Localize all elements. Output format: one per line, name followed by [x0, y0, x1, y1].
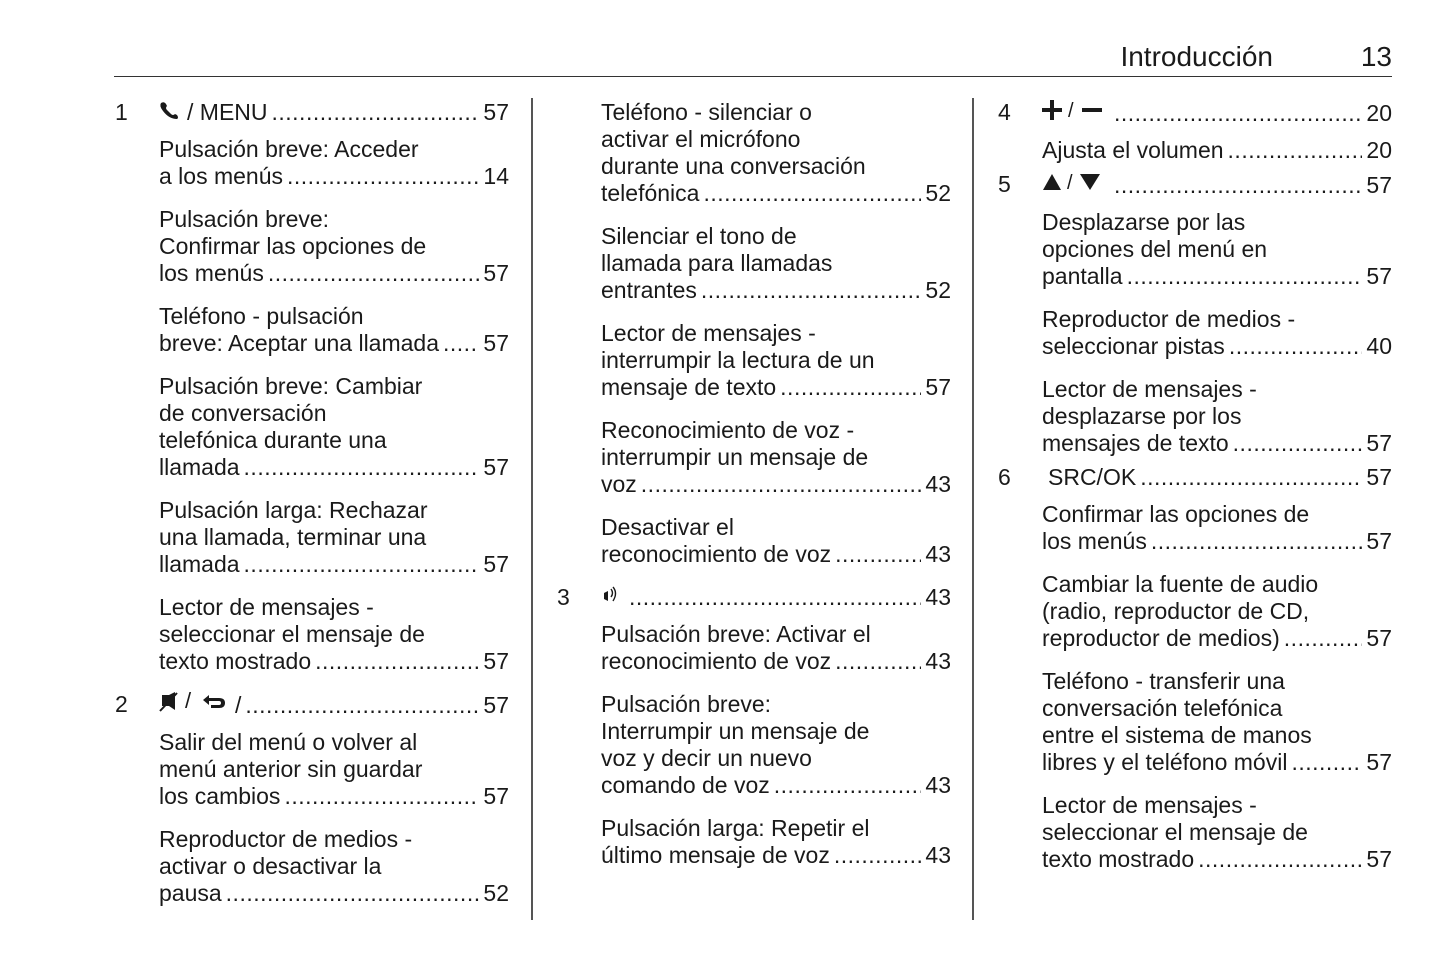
mute-back-icon	[159, 691, 229, 719]
column-divider	[531, 98, 533, 920]
toc-entry[interactable]	[159, 826, 509, 907]
entry-text: Cambiar la fuente de audio	[1042, 571, 1319, 597]
entry-text: pantalla	[1042, 263, 1123, 289]
entry-text: entre el sistema de manos	[1042, 722, 1312, 748]
entry-text: (radio, reproductor de CD,	[1042, 598, 1310, 624]
entry-text: llamada	[159, 454, 240, 480]
entry-text: Pulsación larga: Repetir el	[601, 815, 870, 841]
entry-text: activar o desactivar la	[159, 853, 382, 879]
entry-text: Reproductor de medios -	[159, 826, 413, 852]
toc-entry[interactable]	[1042, 137, 1392, 164]
page-ref: 43	[925, 541, 951, 567]
page-ref: 52	[925, 277, 951, 303]
page-ref: 20	[1366, 137, 1392, 163]
entry-text: Pulsación breve: Activar el	[601, 621, 871, 647]
entry-text: seleccionar pistas	[1042, 333, 1225, 359]
leader-dots	[268, 260, 480, 287]
entry-text: comando de voz	[601, 772, 770, 798]
leader-dots	[443, 330, 479, 357]
entry-text: pausa	[159, 880, 222, 906]
entry-text: Ajusta el volumen	[1042, 137, 1224, 163]
column-divider	[972, 98, 974, 920]
entry-text: Lector de mensajes -	[1042, 792, 1257, 818]
entry-text: los menús	[159, 260, 264, 286]
leader-dots	[629, 584, 921, 611]
toc-entry[interactable]	[1042, 668, 1392, 776]
entry-text: durante una conversación	[601, 153, 866, 179]
page-ref: 57	[1366, 464, 1392, 490]
entry-text: telefónica	[601, 180, 700, 206]
leader-dots	[703, 180, 921, 207]
leader-dots	[641, 471, 922, 498]
toc-entry[interactable]	[601, 815, 951, 869]
entry-text: Pulsación larga: Rechazar	[159, 497, 428, 523]
entry-text: Lector de mensajes -	[159, 594, 374, 620]
page-ref: 57	[1366, 430, 1392, 456]
toc-entry[interactable]	[159, 206, 509, 287]
page-ref: 57	[483, 692, 509, 718]
toc-entry[interactable]	[159, 136, 509, 190]
leader-dots	[780, 374, 921, 401]
entry-text: Silenciar el tono de	[601, 223, 797, 249]
page-ref: 14	[483, 163, 509, 189]
leader-dots	[226, 880, 480, 907]
page-ref: 57	[483, 783, 509, 809]
page-header	[114, 38, 1392, 77]
page-ref: 57	[483, 99, 509, 125]
entry-text: llamada	[159, 551, 240, 577]
control-number: 1	[115, 99, 128, 125]
entry-text: texto mostrado	[1042, 846, 1195, 872]
leader-dots	[774, 772, 922, 799]
entry-text: breve: Aceptar una llamada	[159, 330, 440, 356]
toc-entry[interactable]	[1042, 376, 1392, 457]
entry-text: Teléfono - silenciar o	[601, 99, 812, 125]
leader-dots	[244, 551, 480, 578]
entry-text: de conversación	[159, 400, 327, 426]
toc-entry[interactable]	[159, 373, 509, 481]
entry-text: seleccionar el mensaje de	[159, 621, 425, 647]
entry-text: Reconocimiento de voz -	[601, 417, 855, 443]
control-number: 2	[115, 691, 128, 717]
entry-text: telefónica durante una	[159, 427, 387, 453]
entry-text: interrumpir un mensaje de	[601, 444, 869, 470]
svg-text:/: /	[1068, 100, 1074, 121]
leader-dots	[834, 842, 922, 869]
entry-text: activar el micrófono	[601, 126, 801, 152]
leader-dots	[701, 277, 922, 304]
entry-text: llamada para llamadas	[601, 250, 833, 276]
svg-text:/: /	[185, 691, 192, 713]
toc-control-entry[interactable]	[115, 99, 509, 126]
entry-text: Pulsación breve: Acceder	[159, 136, 419, 162]
up-down-icon	[1042, 171, 1104, 199]
control-number: 4	[998, 99, 1011, 125]
entry-text: Lector de mensajes -	[1042, 376, 1257, 402]
leader-dots	[1233, 430, 1363, 457]
toc-control-entry[interactable]	[998, 171, 1392, 199]
page-ref: 43	[925, 648, 951, 674]
toc-control-entry[interactable]	[115, 691, 509, 719]
toc-column-1	[115, 99, 509, 923]
page-ref: 57	[483, 260, 509, 286]
toc-entry[interactable]	[601, 514, 951, 568]
entry-text: voz y decir un nuevo	[601, 745, 812, 771]
entry-text: conversación telefónica	[1042, 695, 1283, 721]
toc-control-entry[interactable]	[557, 584, 951, 611]
entry-text: Pulsación breve:	[601, 691, 772, 717]
entry-text: texto mostrado	[159, 648, 312, 674]
entry-text: seleccionar el mensaje de	[1042, 819, 1308, 845]
entry-text: los cambios	[159, 783, 281, 809]
entry-label: /	[235, 692, 242, 718]
leader-dots	[244, 454, 480, 481]
entry-text: desplazarse por los	[1042, 403, 1242, 429]
plus-minus-icon	[1042, 99, 1104, 127]
leader-dots	[1229, 333, 1363, 360]
toc-entry[interactable]	[601, 320, 951, 401]
page-ref: 57	[483, 330, 509, 356]
leader-dots	[1151, 528, 1363, 555]
entry-text: reproductor de medios)	[1042, 625, 1280, 651]
toc-column-3	[998, 99, 1392, 889]
page-ref: 57	[1366, 528, 1392, 554]
page-ref: 57	[483, 648, 509, 674]
toc-entry[interactable]	[601, 223, 951, 304]
entry-text: voz	[601, 471, 637, 497]
page-ref: 57	[1366, 846, 1392, 872]
leader-dots	[1140, 464, 1362, 491]
leader-dots	[287, 163, 479, 190]
toc-entry[interactable]	[159, 594, 509, 675]
entry-text: Desplazarse por las	[1042, 209, 1246, 235]
page-number: 13	[1360, 41, 1392, 72]
page-ref: 43	[925, 471, 951, 497]
entry-text: libres y el teléfono móvil	[1042, 749, 1288, 775]
toc-column-2	[557, 99, 951, 885]
page-ref: 52	[925, 180, 951, 206]
toc-entry[interactable]	[1042, 306, 1392, 360]
entry-text: Confirmar las opciones de	[159, 233, 427, 259]
leader-dots	[272, 99, 480, 126]
entry-label: SRC/OK	[1048, 464, 1137, 490]
page-ref: 57	[1366, 263, 1392, 289]
leader-dots	[1114, 172, 1362, 199]
entry-text: reconocimiento de voz	[601, 541, 832, 567]
entry-text: mensajes de texto	[1042, 430, 1229, 456]
toc-entry[interactable]	[159, 729, 509, 810]
leader-dots	[284, 783, 479, 810]
toc-entry[interactable]	[1042, 501, 1392, 555]
page-ref: 57	[1366, 172, 1392, 198]
leader-dots	[835, 541, 921, 568]
leader-dots	[245, 692, 479, 719]
leader-dots	[1198, 846, 1362, 873]
entry-text: mensaje de texto	[601, 374, 777, 400]
toc-entry[interactable]	[1042, 571, 1392, 652]
voice-icon	[601, 584, 619, 611]
page-ref: 57	[483, 551, 509, 577]
entry-text: menú anterior sin guardar	[159, 756, 423, 782]
leader-dots	[1284, 625, 1363, 652]
toc-control-entry[interactable]	[998, 99, 1392, 127]
page-ref: 43	[925, 772, 951, 798]
leader-dots	[835, 648, 921, 675]
entry-label: / MENU	[187, 99, 268, 125]
entry-text: una llamada, terminar una	[159, 524, 427, 550]
leader-dots	[1127, 263, 1363, 290]
entry-text: entrantes	[601, 277, 697, 303]
entry-text: Teléfono - transferir una	[1042, 668, 1285, 694]
page-ref: 20	[1366, 100, 1392, 126]
entry-text: reconocimiento de voz	[601, 648, 832, 674]
entry-text: opciones del menú en	[1042, 236, 1268, 262]
leader-dots	[1291, 749, 1362, 776]
entry-text: Pulsación breve: Cambiar	[159, 373, 423, 399]
entry-text: Desactivar el	[601, 514, 734, 540]
page-ref: 43	[925, 842, 951, 868]
toc-entry[interactable]	[601, 621, 951, 675]
entry-text: Salir del menú o volver al	[159, 729, 418, 755]
entry-text: a los menús	[159, 163, 284, 189]
leader-dots	[1114, 100, 1362, 127]
control-number: 6	[998, 464, 1011, 490]
entry-text: Confirmar las opciones de	[1042, 501, 1310, 527]
entry-text: último mensaje de voz	[601, 842, 830, 868]
page-ref: 57	[1366, 749, 1392, 775]
toc-entry[interactable]	[601, 99, 951, 207]
leader-dots	[315, 648, 479, 675]
entry-text: Pulsación breve:	[159, 206, 330, 232]
toc-entry[interactable]	[1042, 209, 1392, 290]
toc-control-entry[interactable]	[998, 464, 1392, 491]
toc-entry[interactable]	[159, 497, 509, 578]
entry-text: Lector de mensajes -	[601, 320, 816, 346]
leader-dots	[1228, 137, 1363, 164]
entry-text: interrumpir la lectura de un	[601, 347, 875, 373]
entry-text: Teléfono - pulsación	[159, 303, 364, 329]
toc-entry[interactable]	[601, 691, 951, 799]
page-ref: 43	[925, 584, 951, 610]
entry-text: Reproductor de medios -	[1042, 306, 1296, 332]
page-ref: 52	[483, 880, 509, 906]
svg-text:/: /	[1067, 172, 1073, 193]
page-ref: 57	[1366, 625, 1392, 651]
control-number: 5	[998, 171, 1011, 197]
entry-text: Interrumpir un mensaje de	[601, 718, 870, 744]
section-title: Introducción	[1120, 41, 1273, 72]
entry-text: los menús	[1042, 528, 1147, 554]
control-number: 3	[557, 584, 570, 610]
toc-entry[interactable]	[1042, 792, 1392, 873]
page-ref: 57	[925, 374, 951, 400]
toc-entry[interactable]	[159, 303, 509, 357]
phone-icon	[159, 99, 181, 126]
page-ref: 57	[483, 454, 509, 480]
toc-entry[interactable]	[601, 417, 951, 498]
page-ref: 40	[1366, 333, 1392, 359]
